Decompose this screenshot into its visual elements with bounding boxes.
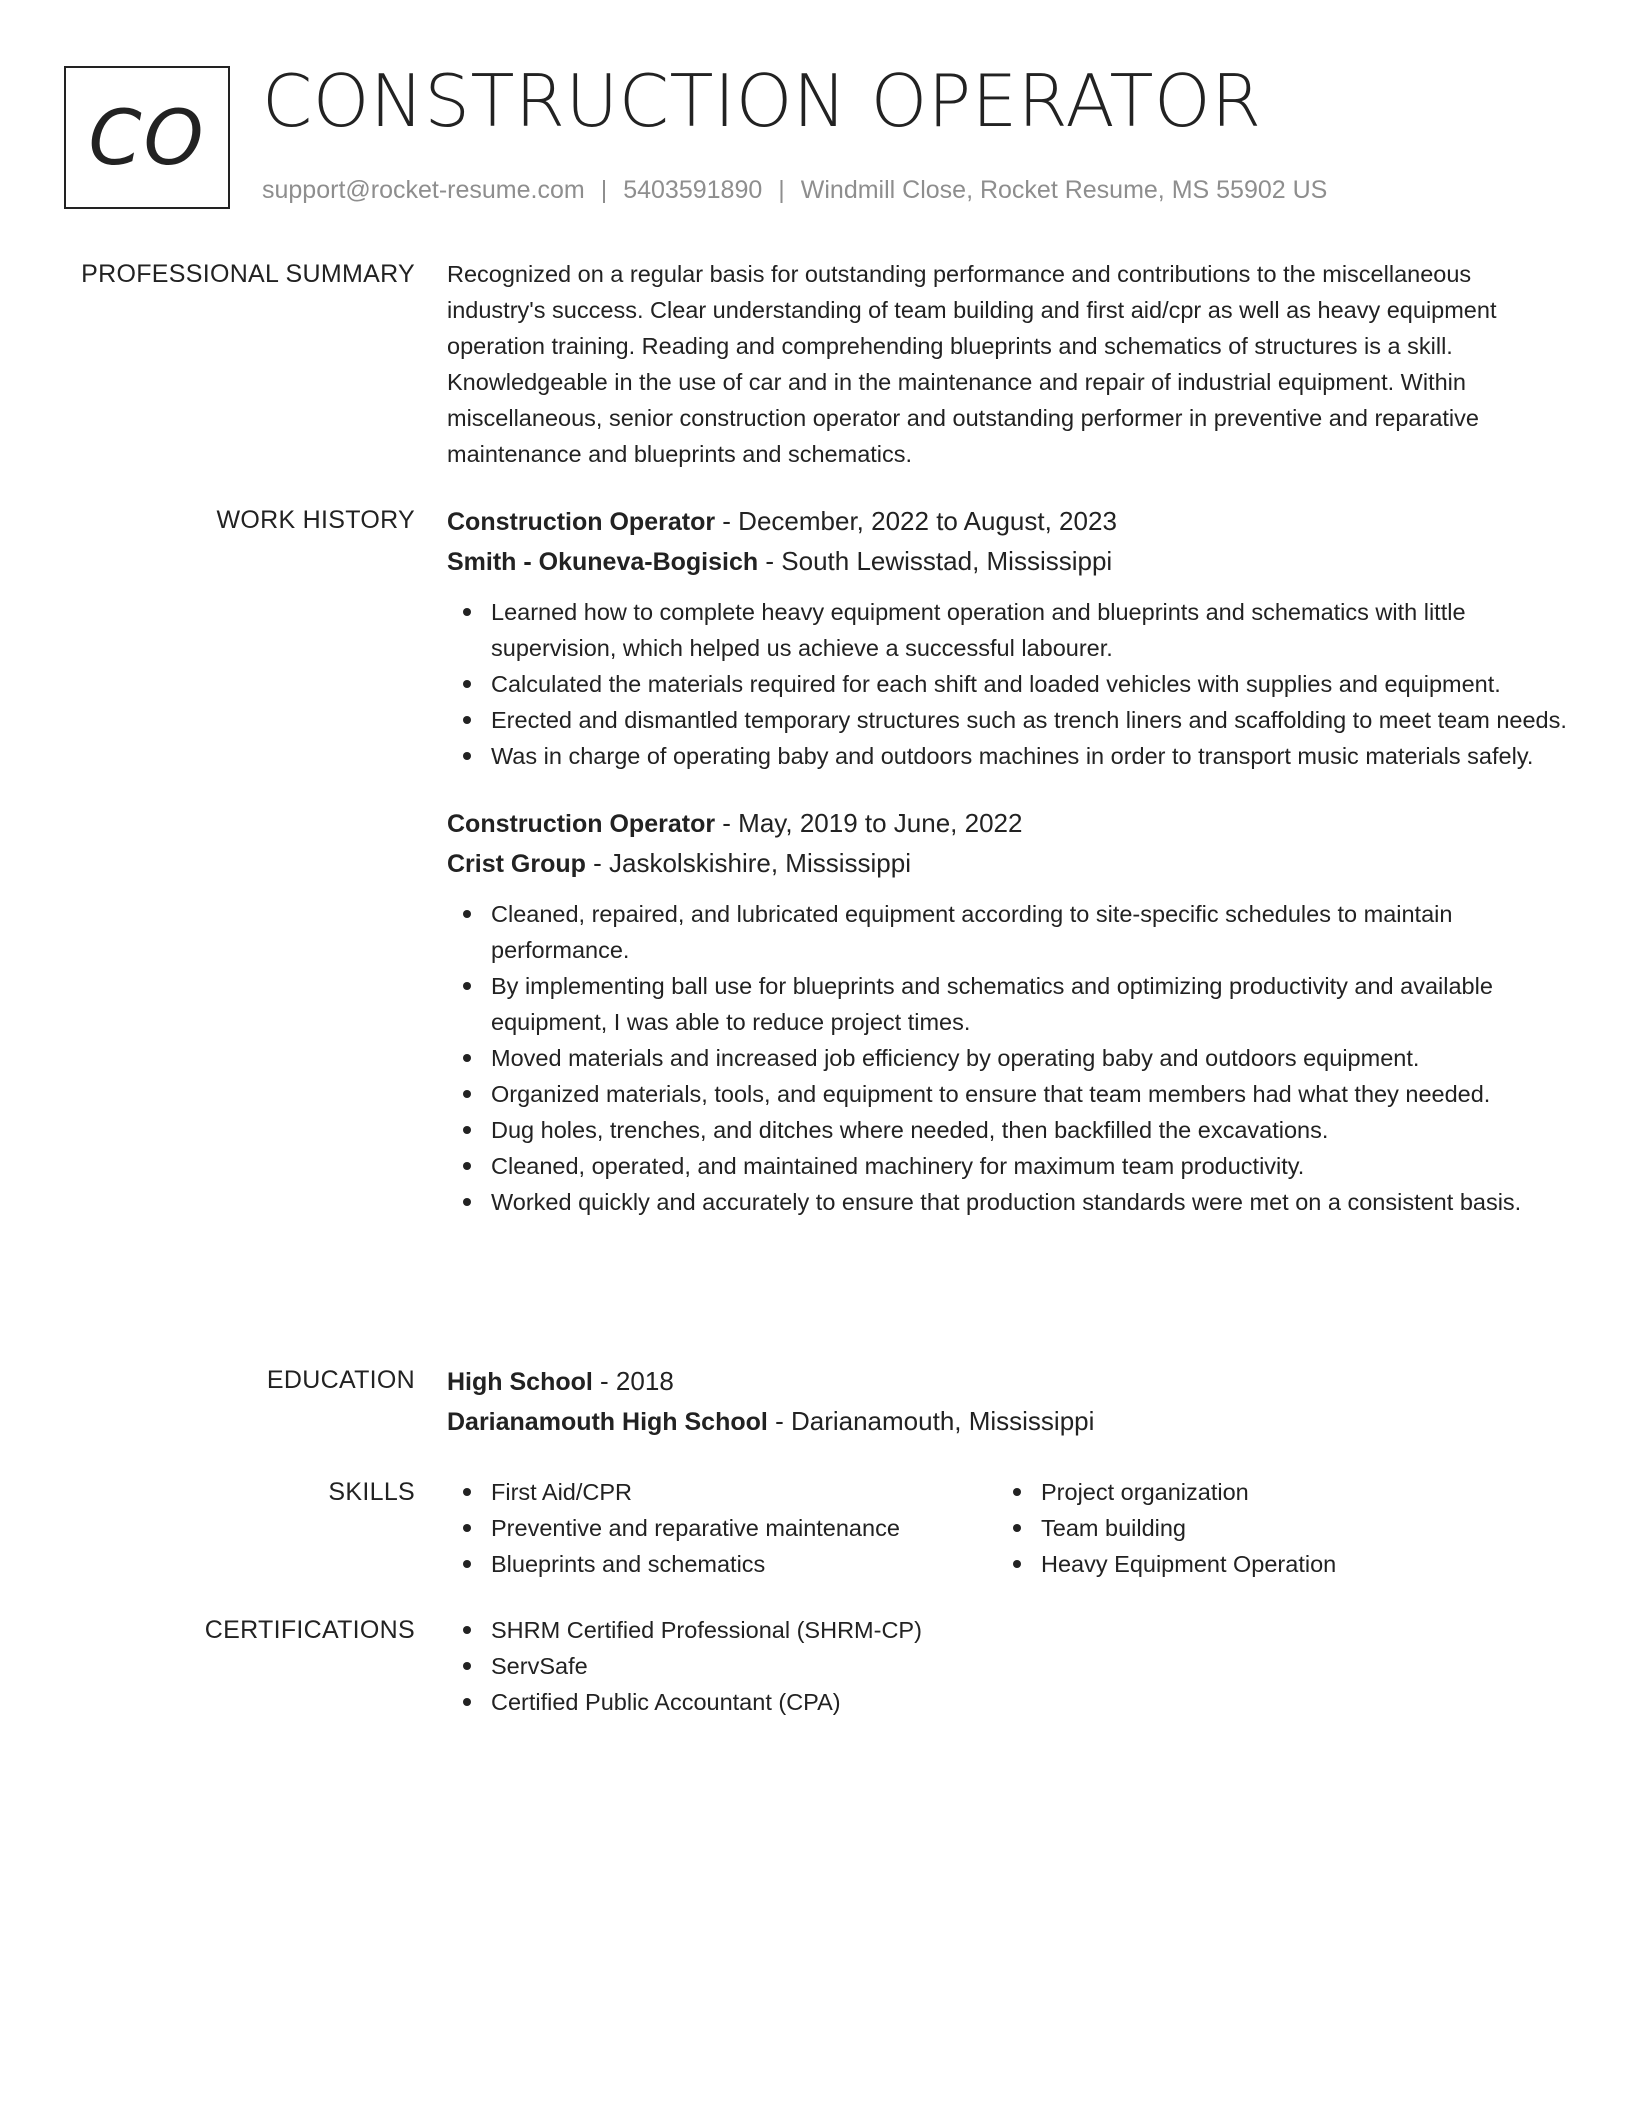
contact-line xyxy=(262,172,1327,208)
summary-text: Recognized on a regular basis for outstanding performance and contributions to the miscellaneous industry's success. Clear understanding of team building and first aid/cpr as well as heavy equipment operation training. Reading and comprehending blueprints and schematics of structures is a skill. Knowledgeable in the use of car and in the maintenance and repair of industrial equipment. Within miscellaneous, senior construction operator and outstanding performer in preventive and reparative maintenance and blueprints and schematics. xyxy=(447,261,1497,467)
skill-item: Team building xyxy=(997,1510,1497,1546)
section-label-work-history: WORK HISTORY xyxy=(216,506,415,534)
skill-item: First Aid/CPR xyxy=(447,1474,997,1510)
list-item: Erected and dismantled temporary structures such as trench liners and scaffolding to meet team needs. xyxy=(447,702,1567,738)
job-company: Crist Group xyxy=(447,850,586,878)
job-company-line xyxy=(447,542,1567,582)
certification-item: ServSafe xyxy=(447,1648,1567,1684)
list-item: Dug holes, trenches, and ditches where needed, then backfilled the excavations. xyxy=(447,1112,1567,1148)
job-location: - Jaskolskishire, Mississippi xyxy=(585,848,911,878)
list-item: By implementing ball use for blueprints and schematics and optimizing productivity and available equipment, I was able to reduce project times. xyxy=(447,968,1567,1040)
list-item: Worked quickly and accurately to ensure that production standards were met on a consistent basis. xyxy=(447,1184,1567,1220)
job-dates: - December, 2022 to August, 2023 xyxy=(715,506,1117,536)
list-item: Was in charge of operating baby and outdoors machines in order to transport music materials safely. xyxy=(447,738,1567,774)
certification-item: SHRM Certified Professional (SHRM-CP) xyxy=(447,1612,1567,1648)
education-school-line xyxy=(447,1402,1567,1442)
skills-list-right xyxy=(997,1474,1497,1582)
list-item: Cleaned, operated, and maintained machinery for maximum team productivity. xyxy=(447,1148,1567,1184)
skill-item: Project organization xyxy=(997,1474,1497,1510)
section-label-skills: SKILLS xyxy=(328,1478,415,1506)
education-year: - 2018 xyxy=(592,1366,674,1396)
job-company: Smith - Okuneva-Bogisich xyxy=(447,548,759,576)
job-location: - South Lewisstad, Mississippi xyxy=(758,546,1113,576)
skills-grid xyxy=(447,1474,1567,1582)
job-title-line xyxy=(447,502,1567,542)
job-company-line xyxy=(447,844,1567,884)
contact-phone: 5403591890 xyxy=(623,176,763,204)
list-item: Calculated the materials required for each shift and loaded vehicles with supplies and equipment. xyxy=(447,666,1567,702)
skills-list-left xyxy=(447,1474,997,1582)
contact-email: support@rocket-resume.com xyxy=(262,176,585,204)
contact-separator: | xyxy=(600,176,608,204)
job-dates: - May, 2019 to June, 2022 xyxy=(715,808,1023,838)
list-item: Moved materials and increased job efficiency by operating baby and outdoors equipment. xyxy=(447,1040,1567,1076)
education-degree: High School xyxy=(447,1368,593,1396)
education-school: Darianamouth High School xyxy=(447,1408,768,1436)
job-title: Construction Operator xyxy=(447,810,716,838)
job-title: Construction Operator xyxy=(447,508,716,536)
contact-separator: | xyxy=(778,176,785,204)
list-item: Cleaned, repaired, and lubricated equipment according to site-specific schedules to maintain performance. xyxy=(447,896,1567,968)
education-location: - Darianamouth, Mississippi xyxy=(767,1406,1095,1436)
education-degree-line xyxy=(447,1362,1567,1402)
section-label-summary: PROFESSIONAL SUMMARY xyxy=(81,260,415,288)
job-title-line xyxy=(447,804,1567,844)
section-label-certifications: CERTIFICATIONS xyxy=(204,1616,415,1644)
job-bullets xyxy=(447,594,1567,774)
skill-item: Heavy Equipment Operation xyxy=(997,1546,1497,1582)
job-entry xyxy=(447,804,1567,1220)
job-bullets xyxy=(447,896,1567,1220)
skill-item: Blueprints and schematics xyxy=(447,1546,997,1582)
skill-item: Preventive and reparative maintenance xyxy=(447,1510,997,1546)
monogram-initials: CO xyxy=(88,93,206,182)
list-item: Organized materials, tools, and equipment to ensure that team members had what they needed. xyxy=(447,1076,1567,1112)
certification-item: Certified Public Accountant (CPA) xyxy=(447,1684,1567,1720)
certifications-list xyxy=(447,1612,1567,1720)
monogram-box xyxy=(64,66,230,209)
job-entry xyxy=(447,502,1567,774)
candidate-name: CONSTRUCTION OPERATOR xyxy=(262,59,1262,143)
contact-address: Windmill Close, Rocket Resume, MS 55902 US xyxy=(800,176,1328,204)
list-item: Learned how to complete heavy equipment operation and blueprints and schematics with little supervision, which helped us achieve a successful labourer. xyxy=(447,594,1567,666)
section-label-education: EDUCATION xyxy=(266,1366,415,1394)
